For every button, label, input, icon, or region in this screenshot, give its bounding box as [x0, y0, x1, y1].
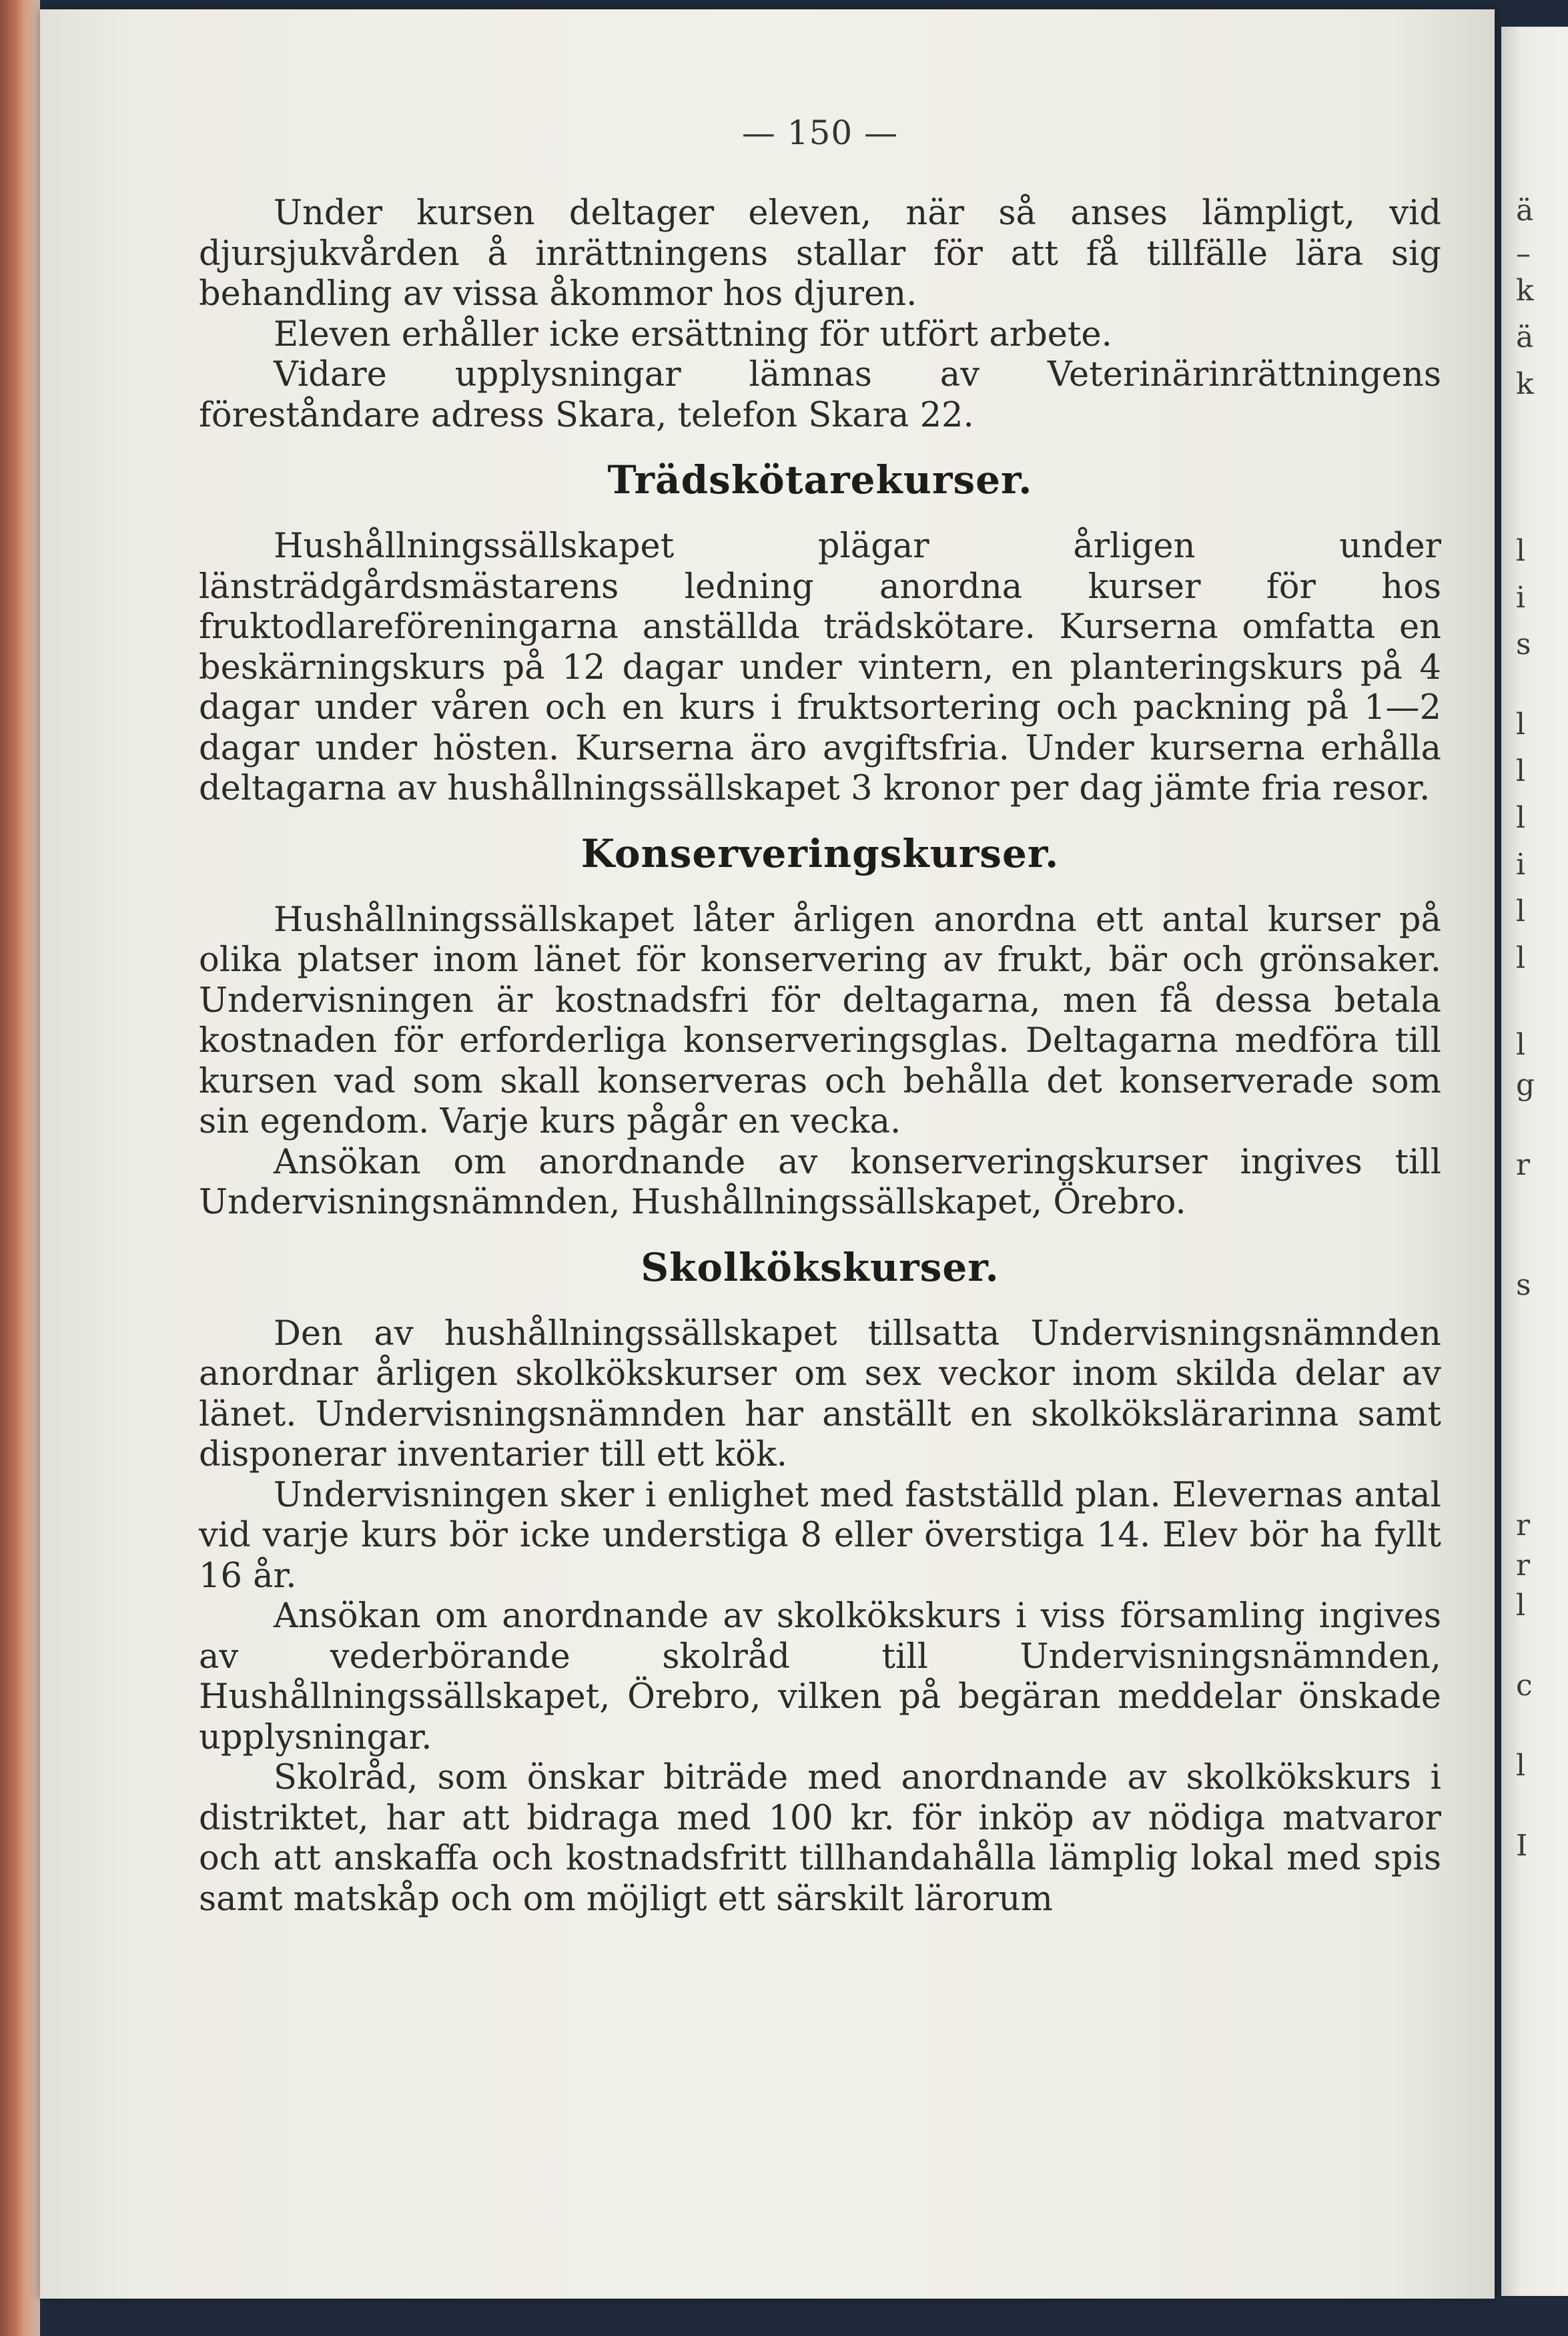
paragraph: Ansökan om anordnande av skolkökskurs i viss församling ingives av vederbörande skolråd till Undervisningsnämnden, Hushållningssällskapet, Örebro, vilken på begäran meddelar önskade upplysningar.: [199, 1596, 1441, 1757]
section-heading: Trädskötarekurser.: [607, 457, 1033, 503]
paragraph: Vidare upplysningar lämnas av Veterinärinrättningens föreståndare adress Skara, telefon Skara 22.: [199, 355, 1441, 435]
adjacent-glyph: k: [1516, 274, 1534, 308]
paragraph: Skolråd, som önskar biträde med anordnande av skolkökskurs i distriktet, har att bidraga med 100 kr. för inköp av nödiga matvaror och att anskaffa och kostnadsfritt tillhandahålla lämplig lokal med spis samt matskåp och om möjligt ett särskilt lärorum: [199, 1758, 1441, 1919]
adjacent-glyph: i: [1516, 581, 1526, 615]
adjacent-glyph: l: [1516, 534, 1526, 568]
section-heading: Skolkökskurser.: [641, 1244, 1000, 1290]
adjacent-glyph: k: [1516, 367, 1534, 401]
book-binding-edge: [0, 0, 40, 2336]
paragraph: Under kursen deltager eleven, när så anses lämpligt, vid djursjukvården å inrättningens stallar för att få tillfälle lära sig behandling av vissa åkommor hos djuren.: [199, 194, 1441, 314]
adjacent-glyph: ä: [1516, 320, 1534, 354]
adjacent-glyph: r: [1516, 1148, 1531, 1182]
adjacent-glyph: s: [1516, 1268, 1531, 1302]
paragraph: Den av hushållningssällskapet tillsatta Undervisningsnämnden anordnar årligen skolkökskurser om sex veckor inom skilda delar av länet. Undervisningsnämnden har anställt en skolkökslärarinna samt disponerar inventarier till ett kök.: [199, 1313, 1441, 1474]
adjacent-glyph: –: [1516, 237, 1531, 271]
paragraph: Ansökan om anordnande av konserveringskurser ingives till Undervisningsnämnden, Hushållningssällskapet, Örebro.: [199, 1142, 1441, 1222]
adjacent-glyph: ä: [1516, 194, 1534, 228]
page-text: [199, 113, 1441, 1920]
section-heading: Konserveringskurser.: [580, 830, 1060, 876]
adjacent-glyph: l: [1516, 1028, 1526, 1062]
page-number: — 150 —: [741, 113, 899, 152]
adjacent-glyph: I: [1516, 1829, 1528, 1863]
adjacent-glyph: l: [1516, 1749, 1526, 1783]
paragraph: Hushållningssällskapet låter årligen anordna ett antal kurser på olika platser inom länet för konservering av frukt, bär och grönsaker. Undervisningen är kostnadsfri för deltagarna, men få dessa betala kostnaden för erforderliga konserveringsglas. Deltagarna medföra till kursen vad som skall konserveras och behålla det konserverade som sin egendom. Varje kurs pågår en vecka.: [199, 900, 1441, 1141]
adjacent-page-edge: [1501, 27, 1568, 2296]
adjacent-glyph: l: [1516, 707, 1526, 742]
adjacent-glyph: r: [1516, 1508, 1531, 1542]
adjacent-glyph: l: [1516, 754, 1526, 788]
adjacent-glyph: r: [1516, 1548, 1531, 1582]
adjacent-glyph: c: [1516, 1669, 1533, 1703]
adjacent-glyph: l: [1516, 941, 1526, 975]
paragraph: Undervisningen sker i enlighet med fastställd plan. Elevernas antal vid varje kurs bör icke understiga 8 eller överstiga 14. Elev bör ha fyllt 16 år.: [199, 1475, 1441, 1596]
paragraph: Eleven erhåller icke ersättning för utfört arbete.: [274, 314, 1112, 354]
adjacent-glyph: g: [1516, 1068, 1535, 1102]
adjacent-glyph: l: [1516, 894, 1526, 928]
adjacent-glyph: i: [1516, 848, 1526, 882]
paragraph: Hushållningssällskapet plägar årligen under länsträdgårdsmästarens ledning anordna kurser för hos fruktodlareföreningarna anställda trädskötare. Kurserna omfatta en beskärningskurs på 12 dagar under vintern, en planteringskurs på 4 dagar under våren och en kurs i fruktsortering och packning på 1—2 dagar under hösten. Kurserna äro avgiftsfria. Under kurserna erhålla deltagarna av hushållningssällskapet 3 kronor per dag jämte fria resor.: [199, 527, 1441, 808]
adjacent-glyph: l: [1516, 1588, 1526, 1623]
adjacent-glyph: s: [1516, 627, 1531, 661]
adjacent-glyph: l: [1516, 801, 1526, 835]
